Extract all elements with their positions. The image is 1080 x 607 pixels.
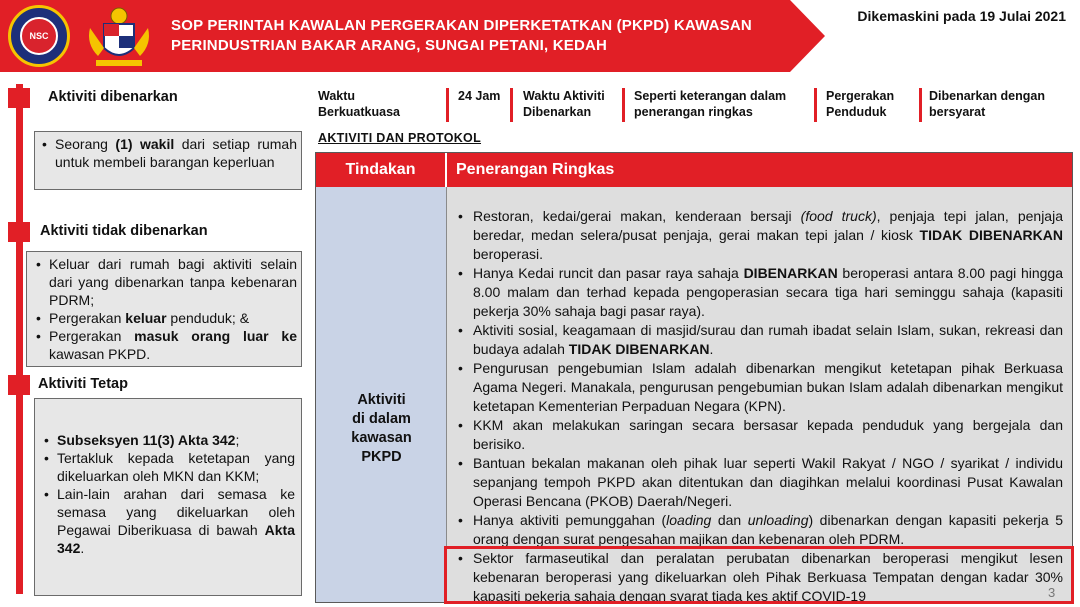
list-item: • Subseksyen 11(3) Akta 342;: [41, 431, 295, 449]
not-allowed-box: [26, 251, 302, 367]
timeline-bar: [16, 84, 23, 594]
allowed-title: Aktiviti dibenarkan: [48, 89, 178, 105]
list-item: • Bantuan bekalan makanan oleh pihak luar seperti Wakil Rakyat / NGO / syarikat / individu sepanjang tempoh PKPD akan ditentukan dan diagihkan melalui koordinasi Pusat Kawalan Operasi Bencana (PKOB) Daerah/Negeri.: [457, 454, 1063, 511]
coat-of-arms-icon: [80, 4, 158, 68]
list-item: • Seorang (1) wakil dari setiap rumah untuk membeli barangan keperluan: [39, 135, 297, 171]
info-strip: [314, 86, 1070, 122]
list-item: • Sektor farmaseutikal dan peralatan perubatan dibenarkan beroperasi mengikut lesen kebenaran beroperasi yang dikeluarkan oleh Pihak Berkuasa Tempatan dengan kadar 30% kapasiti pekerja sahaja dengan syarat tiada kes aktif COVID-19: [457, 549, 1063, 606]
info-waktu-berkuatkuasa: Waktu Berkuatkuasa: [318, 89, 400, 119]
timeline-marker: [8, 375, 30, 395]
bold-text: Akta 342: [57, 522, 295, 556]
row-label: [316, 391, 447, 467]
bold-text: TIDAK DIBENARKAN: [919, 227, 1063, 243]
header-tindakan: Tindakan: [316, 153, 447, 187]
not-allowed-title: Aktiviti tidak dibenarkan: [40, 223, 208, 239]
timeline-marker: [8, 88, 30, 108]
page-title: [171, 16, 791, 56]
bold-text: DIBENARKAN: [743, 265, 838, 281]
section-heading: AKTIVITI DAN PROTOKOL: [318, 131, 482, 145]
row-label-line: Aktiviti: [357, 392, 406, 408]
list-item: • Pergerakan masuk orang luar ke kawasan PKPD.: [33, 327, 297, 363]
info-divider: [446, 88, 449, 122]
timeline-marker: [8, 222, 30, 242]
header: [0, 0, 1080, 72]
action-column: [316, 187, 447, 602]
row-label-line: di dalam: [352, 411, 411, 427]
list-item: • Pengurusan pengebumian Islam adalah dibenarkan mengikut ketetapan pihak Berkuasa Agama Negeri. Manakala, pengurusan pengebumian bukan Islam adalah dibenarkan mengikut ketetapan Kementerian Perpaduan Negara (KPN).: [457, 359, 1063, 416]
allowed-box: [34, 131, 302, 190]
nsc-logo-text: NSC: [20, 17, 58, 55]
list-item: • Hanya aktiviti pemunggahan (loading dan unloading) dibenarkan dengan kapasiti pekerja 5 orang dengan surat pengesahan majikan dan kebenaran oleh PDRM.: [457, 511, 1063, 549]
title-line-2: PERINDUSTRIAN BAKAR ARANG, SUNGAI PETANI, KEDAH: [171, 37, 608, 54]
italic-text: unloading: [747, 512, 809, 528]
fixed-list: [41, 431, 295, 557]
bold-text: (1) wakil: [115, 136, 175, 152]
list-item: • Hanya Kedai runcit dan pasar raya sahaja DIBENARKAN beroperasi antara 8.00 pagi hingga 8.00 malam dan terhad kepada pengoperasian secara tiga hari seminggu sahaja (kapasiti pekerja 30% sahaja bagi pasar raya).: [457, 264, 1063, 321]
highlight-box: [444, 546, 1074, 604]
fixed-box: [34, 398, 302, 596]
protocol-table: [315, 152, 1073, 603]
info-dibenarkan: Dibenarkan dengan bersyarat: [929, 89, 1045, 119]
info-waktu-aktiviti: Waktu Aktiviti Dibenarkan: [523, 89, 605, 119]
nsc-logo-icon: [8, 5, 70, 67]
italic-text: (food truck): [800, 208, 877, 224]
not-allowed-list: [33, 255, 297, 363]
bold-text: Subseksyen 11(3) Akta 342: [57, 432, 236, 448]
list-item: • Tertakluk kepada ketetapan yang dikeluarkan oleh MKN dan KKM;: [41, 449, 295, 485]
row-label-line: kawasan: [351, 430, 412, 446]
header-penerangan: Penerangan Ringkas: [456, 161, 615, 178]
list-item: • Pergerakan keluar penduduk; &: [33, 309, 297, 327]
title-line-1: SOP PERINTAH KAWALAN PERGERAKAN DIPERKETATKAN (PKPD) KAWASAN: [171, 17, 752, 34]
list-item: • Aktiviti sosial, keagamaan di masjid/surau dan rumah ibadat selain Islam, sukan, rekreasi dan budaya adalah TIDAK DIBENARKAN.: [457, 321, 1063, 359]
table-header: [316, 153, 1072, 187]
bold-text: TIDAK DIBENARKAN: [568, 341, 710, 357]
row-label-line: PKPD: [361, 449, 402, 465]
info-jam: 24 Jam: [458, 89, 501, 103]
page-number: 3: [1048, 585, 1056, 600]
updated-date: Dikemaskini pada 19 Julai 2021: [857, 8, 1066, 24]
bold-text: masuk orang luar ke: [134, 328, 297, 344]
bold-text: keluar: [125, 310, 167, 326]
italic-text: loading: [666, 512, 712, 528]
info-divider: [919, 88, 922, 122]
info-divider: [622, 88, 625, 122]
list-item: • Keluar dari rumah bagi aktiviti selain dari yang dibenarkan tanpa kebenaran PDRM;: [33, 255, 297, 309]
list-item: • KKM akan melakukan saringan secara bersasar kepada penduduk yang bergejala dan berisiko.: [457, 416, 1063, 454]
description-column: [447, 187, 1072, 602]
info-divider: [510, 88, 513, 122]
info-seperti: Seperti keterangan dalam penerangan ringkas: [634, 89, 787, 119]
info-divider: [814, 88, 817, 122]
info-pergerakan: Pergerakan Penduduk: [826, 89, 895, 119]
allowed-list: [39, 135, 297, 171]
list-item: • Restoran, kedai/gerai makan, kenderaan bersaji (food truck), penjaja tepi jalan, penjaja beredar, medan selera/pusat penjaja, gerai makan tepi jalan / kiosk TIDAK DIBENARKAN beroperasi.: [457, 207, 1063, 264]
list-item: • Lain-lain arahan dari semasa ke semasa yang dikeluarkan oleh Pegawai Diberikuasa di bawah Akta 342.: [41, 485, 295, 557]
fixed-title: Aktiviti Tetap: [38, 376, 128, 392]
